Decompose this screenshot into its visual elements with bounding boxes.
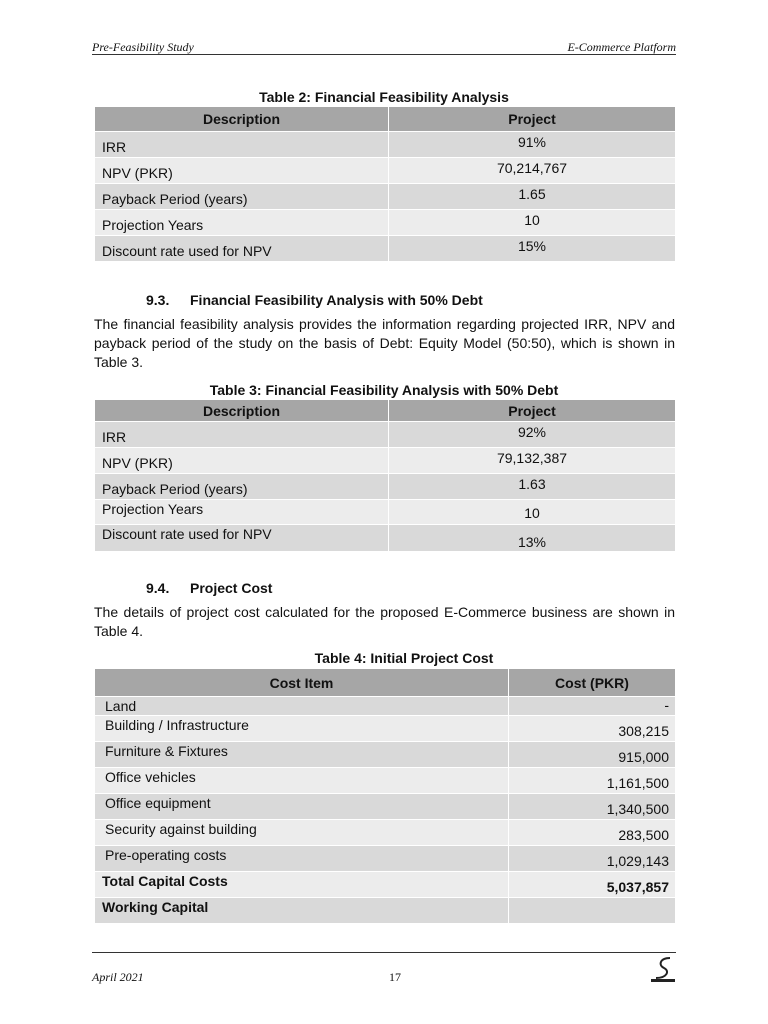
table-row xyxy=(95,474,676,500)
table4-cell-item: Building / Infrastructure xyxy=(95,716,509,742)
table2-cell-desc: IRR xyxy=(95,132,389,158)
table3-cell-desc: Discount rate used for NPV xyxy=(95,525,389,552)
section-number: 9.4. xyxy=(146,580,170,596)
table4-cell-item: Security against building xyxy=(95,820,509,846)
table-row xyxy=(95,210,676,236)
table3-cell-desc: NPV (PKR) xyxy=(95,448,389,474)
table4-cell-total-label: Total Capital Costs xyxy=(95,872,509,898)
table4 xyxy=(94,668,676,924)
table-row xyxy=(95,236,676,262)
table-row xyxy=(95,422,676,448)
table4-cell-cost: 283,500 xyxy=(509,820,676,846)
table3-cell-desc: Payback Period (years) xyxy=(95,474,389,500)
table-row xyxy=(95,794,676,820)
table2-cell-value: 15% xyxy=(389,236,676,262)
table4-cell-cost: 1,161,500 xyxy=(509,768,676,794)
table4-cell-cost: 308,215 xyxy=(509,716,676,742)
table-row xyxy=(95,184,676,210)
table4-cell-working-capital-cost xyxy=(509,898,676,924)
table3-cell-desc: IRR xyxy=(95,422,389,448)
table2-header-description: Description xyxy=(95,107,389,132)
table-row xyxy=(95,132,676,158)
page-footer xyxy=(92,952,676,1003)
table3 xyxy=(94,399,676,552)
section-title: Financial Feasibility Analysis with 50% Debt xyxy=(190,292,483,308)
table2-cell-desc: Payback Period (years) xyxy=(95,184,389,210)
publisher-logo-icon xyxy=(650,955,676,983)
table4-header-cost-item: Cost Item xyxy=(95,669,509,697)
table4-cell-cost: 915,000 xyxy=(509,742,676,768)
table4-cell-item: Furniture & Fixtures xyxy=(95,742,509,768)
table3-cell-desc: Projection Years xyxy=(95,500,389,525)
table3-cell-value: 10 xyxy=(389,500,676,525)
section-9-4-paragraph: The details of project cost calculated for the proposed E-Commerce business are shown in Table 4. xyxy=(94,604,675,639)
table-row xyxy=(95,158,676,184)
table2-cell-value: 91% xyxy=(389,132,676,158)
table-row xyxy=(95,716,676,742)
table-row xyxy=(95,500,676,525)
table-row xyxy=(95,872,676,898)
table4-cell-total-cost: 5,037,857 xyxy=(509,872,676,898)
table3-cell-value: 13% xyxy=(389,525,676,552)
table2-cell-value: 1.65 xyxy=(389,184,676,210)
table2-cell-desc: Discount rate used for NPV xyxy=(95,236,389,262)
table2-cell-desc: Projection Years xyxy=(95,210,389,236)
table3-cell-value: 79,132,387 xyxy=(389,448,676,474)
header-study-title: Pre-Feasibility Study xyxy=(92,40,194,54)
table4-cell-working-capital: Working Capital xyxy=(95,898,509,924)
table4-cell-cost: - xyxy=(509,697,676,716)
table4-cell-cost: 1,340,500 xyxy=(509,794,676,820)
table-row xyxy=(95,448,676,474)
table-row xyxy=(95,846,676,872)
table-row xyxy=(95,898,676,924)
table3-caption: Table 3: Financial Feasibility Analysis with 50% Debt xyxy=(209,382,559,398)
table4-cell-item: Land xyxy=(95,697,509,716)
table2-header-project: Project xyxy=(389,107,676,132)
section-title: Project Cost xyxy=(190,580,273,596)
header-platform-title: E-Commerce Platform xyxy=(567,40,676,54)
table-row xyxy=(95,742,676,768)
page-header xyxy=(92,38,676,55)
section-number: 9.3. xyxy=(146,292,170,308)
footer-date: April 2021 xyxy=(92,970,144,984)
table3-header-project: Project xyxy=(389,400,676,422)
table2-cell-desc: NPV (PKR) xyxy=(95,158,389,184)
table3-cell-value: 1.63 xyxy=(389,474,676,500)
table4-cell-item: Office equipment xyxy=(95,794,509,820)
table2 xyxy=(94,106,676,262)
table4-cell-item: Pre-operating costs xyxy=(95,846,509,872)
table2-caption: Table 2: Financial Feasibility Analysis xyxy=(259,89,509,105)
page-number: 17 xyxy=(389,970,401,984)
table2-cell-value: 70,214,767 xyxy=(389,158,676,184)
table4-caption: Table 4: Initial Project Cost xyxy=(314,650,494,666)
table3-header-description: Description xyxy=(95,400,389,422)
table-row xyxy=(95,820,676,846)
section-heading-9-4 xyxy=(146,580,272,596)
table2-cell-value: 10 xyxy=(389,210,676,236)
section-9-3-paragraph: The financial feasibility analysis provides the information regarding projected IRR, NPV and payback period of the study on the basis of Debt: Equity Model (50:50), which is shown in Table 3. xyxy=(94,316,675,370)
table-row xyxy=(95,768,676,794)
table-row xyxy=(95,697,676,716)
table4-cell-cost: 1,029,143 xyxy=(509,846,676,872)
table-row xyxy=(95,525,676,552)
table4-header-cost: Cost (PKR) xyxy=(509,669,676,697)
table3-cell-value: 92% xyxy=(389,422,676,448)
section-heading-9-3 xyxy=(146,292,483,308)
table4-cell-item: Office vehicles xyxy=(95,768,509,794)
